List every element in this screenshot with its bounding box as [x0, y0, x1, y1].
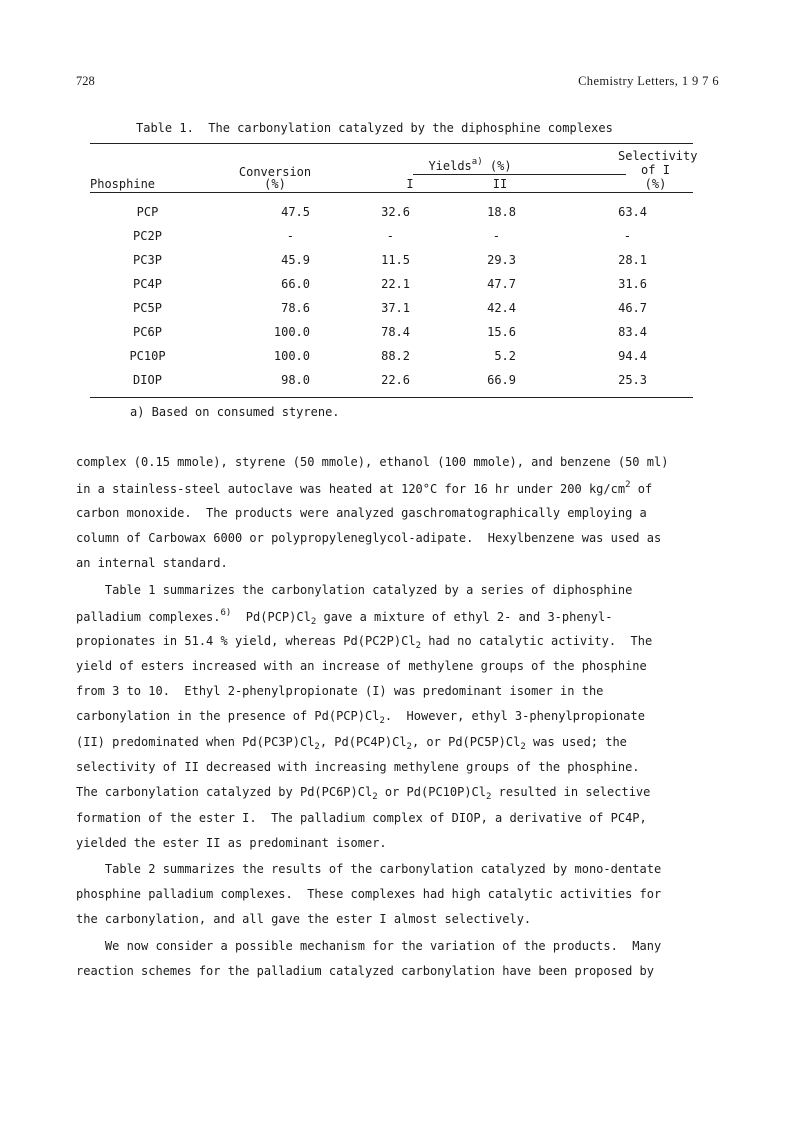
text-line: yield of esters increased with an increase of methylene groups of the phosphine [76, 659, 647, 673]
cell-conversion: 78.6 [281, 301, 310, 315]
text-line: carbonylation in the presence of $Pd(PCP)Cl_2$. However, ethyl 3-phenylpropionate [76, 709, 645, 726]
cell-phosphine: PCP [136, 205, 159, 219]
cell-phosphine: DIOP [133, 373, 162, 387]
cell-conversion: 98.0 [281, 373, 310, 387]
text-line: an internal standard. [76, 556, 228, 570]
cell-phosphine: PC3P [133, 253, 162, 267]
cell-yield-ii: 47.7 [487, 277, 516, 291]
cell-yield-i: 22.6 [381, 373, 410, 387]
text-line: The carbonylation catalyzed by $Pd(PC6P)Cl_2$ or $Pd(PC10P)Cl_2$ resulted in selective [76, 785, 651, 802]
text-line: from 3 to 10. Ethyl 2-phenylpropionate (I) was predominant isomer in the [76, 684, 604, 698]
cell-selectivity: 28.1 [618, 253, 647, 267]
cell-yield-i: 22.1 [381, 277, 410, 291]
cell-phosphine: PC4P [133, 277, 162, 291]
col-header-selectivity: Selectivity [618, 149, 698, 163]
cell-selectivity: 94.4 [618, 349, 647, 363]
cell-conversion: 47.5 [281, 205, 310, 219]
cell-selectivity: 63.4 [618, 205, 647, 219]
cell-yield-i: 11.5 [381, 253, 410, 267]
yields-unit: (%) [489, 159, 512, 173]
yields-footnote-mark: a) [471, 157, 483, 167]
table-top-rule [90, 143, 693, 144]
cell-conversion: 66.0 [281, 277, 310, 291]
text-line: Table 1 summarizes the carbonylation catalyzed by a series of diphosphine [76, 583, 633, 597]
text-line: (II) predominated when $Pd(PC3P)Cl_2$, $Pd(PC4P)Cl_2$, or $Pd(PC5P)Cl_2$ was used; the [76, 735, 627, 752]
col-header-conversion-unit: (%) [264, 177, 286, 191]
cell-yield-i: 37.1 [381, 301, 410, 315]
text-line: complex (0.15 mmole), styrene (50 mmole), ethanol (100 mmole), and benzene (50 ml) [76, 455, 669, 469]
cell-conversion: - [286, 229, 294, 243]
text-line: yielded the ester II as predominant isomer. [76, 836, 387, 850]
yields-span-rule [413, 174, 626, 175]
text-line: reaction schemes for the palladium catalyzed carbonylation have been proposed by [76, 964, 654, 978]
cell-yield-i: 32.6 [381, 205, 410, 219]
text-line: We now consider a possible mechanism for the variation of the products. Many [76, 939, 662, 953]
text-line: column of Carbowax 6000 or polypropyleneglycol-adipate. Hexylbenzene was used as [76, 531, 662, 545]
cell-conversion: 45.9 [281, 253, 310, 267]
cell-selectivity: 25.3 [618, 373, 647, 387]
cell-yield-i: 88.2 [381, 349, 410, 363]
text-line: in a stainless-steel autoclave was heated at 120°C for 16 hr under 200 $kg/cm^2$ of [76, 480, 653, 496]
col-header-selectivity-of: of I [641, 163, 670, 177]
col-header-yield-ii: II [492, 177, 508, 191]
col-header-yield-i: I [406, 177, 414, 191]
page-number: 728 [76, 74, 95, 88]
text-line: Table 2 summarizes the results of the carbonylation catalyzed by mono-dentate [76, 862, 662, 876]
cell-selectivity: 31.6 [618, 277, 647, 291]
cell-yield-ii: 18.8 [487, 205, 516, 219]
page-header [76, 74, 719, 92]
cell-selectivity: 46.7 [618, 301, 647, 315]
text-line: the carbonylation, and all gave the ester I almost selectively. [76, 912, 532, 926]
table-caption: Table 1. The carbonylation catalyzed by the diphosphine complexes [136, 121, 613, 135]
text-line: propionates in 51.4 % yield, whereas $Pd(PC2P)Cl_2$ had no catalytic activity. The [76, 634, 653, 651]
table-header-rule [90, 192, 693, 193]
cell-yield-ii: - [492, 229, 500, 243]
cell-phosphine: PC5P [133, 301, 162, 315]
cell-phosphine: PC10P [129, 349, 166, 363]
col-header-yields [380, 157, 560, 173]
yields-label: Yields [428, 159, 472, 173]
text-line: phosphine palladium complexes. These complexes had high catalytic activities for [76, 887, 662, 901]
cell-yield-ii: 66.9 [487, 373, 516, 387]
table-bottom-rule [90, 397, 693, 398]
cell-conversion: 100.0 [273, 349, 310, 363]
cell-yield-ii: 15.6 [487, 325, 516, 339]
cell-selectivity: 83.4 [618, 325, 647, 339]
text-line: selectivity of II decreased with increasing methylene groups of the phosphine. [76, 760, 640, 774]
cell-phosphine: PC2P [133, 229, 162, 243]
cell-yield-ii: 29.3 [487, 253, 516, 267]
table-footnote: a) Based on consumed styrene. [130, 405, 340, 419]
cell-yield-i: - [386, 229, 394, 243]
cell-yield-ii: 42.4 [487, 301, 516, 315]
text-line: palladium complexes.$^{6)}$ $Pd(PCP)Cl_2$ gave a mixture of ethyl 2- and 3-phenyl- [76, 608, 613, 627]
text-line: carbon monoxide. The products were analyzed gaschromatographically employing a [76, 506, 647, 520]
cell-phosphine: PC6P [133, 325, 162, 339]
cell-yield-i: 78.4 [381, 325, 410, 339]
col-header-conversion: Conversion [238, 165, 312, 179]
cell-selectivity: - [623, 229, 631, 243]
col-header-phosphine: Phosphine [90, 177, 156, 191]
cell-yield-ii: 5.2 [494, 349, 516, 363]
journal-title: Chemistry Letters, 1 9 7 6 [578, 74, 719, 88]
cell-conversion: 100.0 [273, 325, 310, 339]
text-line: formation of the ester I. The palladium complex of DIOP, a derivative of PC4P, [76, 811, 647, 825]
col-header-selectivity-unit: (%) [644, 177, 667, 191]
